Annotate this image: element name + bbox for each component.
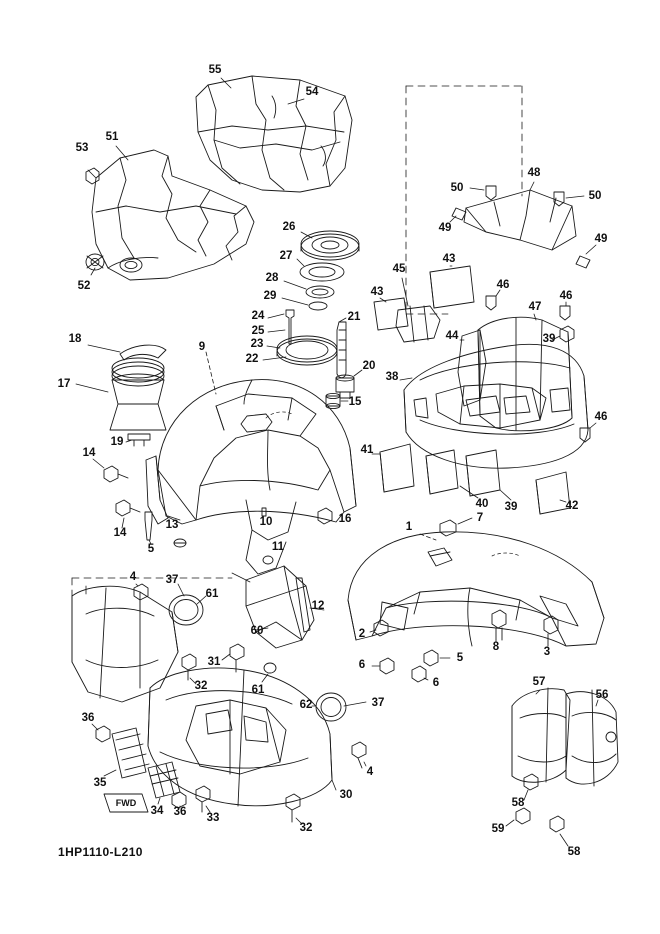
callout-number: 27 [279, 250, 293, 262]
fastener-16 [318, 508, 332, 524]
callout-number: 57 [532, 676, 546, 688]
callout-number: 45 [392, 263, 406, 275]
fastener-32a [182, 654, 196, 680]
callout-number: 44 [445, 330, 459, 342]
callout-number: 41 [360, 444, 374, 456]
fastener-59 [516, 808, 530, 824]
callout-number: 37 [371, 697, 385, 709]
fastener-8 [492, 610, 506, 640]
callout-number: 39 [542, 333, 556, 345]
callout-number: 4 [129, 571, 137, 583]
callout-number: 37 [165, 574, 179, 586]
part-bracket-44 [458, 330, 486, 406]
callout-number: 20 [362, 360, 376, 372]
callout-number: 52 [77, 280, 91, 292]
callout-number: 50 [450, 182, 464, 194]
callout-number: 53 [75, 142, 89, 154]
fastener-6a [380, 658, 394, 674]
callout-number: 56 [595, 689, 609, 701]
callout-number: 23 [250, 338, 264, 350]
callout-number: 15 [348, 396, 362, 408]
fastener-32b [286, 794, 300, 822]
fastener-6b [412, 666, 426, 682]
callout-number: 24 [251, 310, 265, 322]
callout-number: 33 [206, 812, 220, 824]
callout-number: 28 [265, 272, 279, 284]
callout-number: 49 [438, 222, 452, 234]
part-screen-35 [112, 728, 149, 778]
part-bracket-13 [146, 456, 168, 524]
callout-number: 42 [565, 500, 579, 512]
fastener-7 [440, 520, 456, 536]
callout-number: 47 [528, 301, 542, 313]
callout-number: 48 [527, 167, 541, 179]
fastener-10 [262, 508, 266, 516]
part-bracket-45 [396, 306, 440, 342]
callout-number: 54 [305, 86, 319, 98]
callout-number: 7 [476, 512, 484, 524]
part-mudguard-57 [512, 688, 570, 782]
part-pad-39b [466, 450, 500, 496]
callout-number: 31 [207, 656, 221, 668]
callout-number: 58 [567, 846, 581, 858]
part-lower-left-guard [72, 586, 178, 702]
part-plate-43a [430, 266, 474, 308]
part-bracket-47 [478, 317, 572, 431]
callout-number: 36 [173, 806, 187, 818]
callout-number: 14 [82, 447, 96, 459]
callout-number: 2 [358, 628, 366, 640]
callout-number: 3 [543, 646, 551, 658]
fastener-49b [576, 256, 590, 268]
fastener-61b [264, 663, 276, 673]
callout-number: 13 [165, 519, 179, 531]
callout-number: 46 [496, 279, 510, 291]
part-front-center-cover [196, 76, 352, 192]
fastener-39a [560, 326, 574, 342]
part-front-left-panel [92, 150, 254, 280]
callout-number: 61 [205, 588, 219, 600]
part-plate-43b [374, 298, 408, 330]
callout-number: 32 [299, 822, 313, 834]
fastener-4a [134, 584, 148, 612]
fastener-11 [263, 556, 273, 564]
callout-number: 6 [432, 677, 440, 689]
fastener-46b [560, 306, 570, 320]
part-mudguard-56 [566, 690, 618, 786]
part-top-bracket-48 [464, 190, 576, 250]
callout-number: 35 [93, 777, 107, 789]
callout-number: 11 [271, 541, 285, 553]
callout-number: 43 [370, 286, 384, 298]
callout-number: 22 [245, 353, 259, 365]
callout-number: 46 [559, 290, 573, 302]
callout-number: 9 [198, 341, 206, 353]
fastener-13b [174, 539, 186, 547]
fastener-14a [104, 466, 128, 482]
callout-number: 62 [299, 699, 313, 711]
part-cap-oring-29 [309, 302, 327, 310]
callout-number: 16 [338, 513, 352, 525]
part-rod-12 [296, 578, 310, 632]
part-ring-23 [277, 336, 337, 365]
part-tube-21 [337, 322, 346, 378]
callout-number: 14 [113, 527, 127, 539]
part-rear-fender-1 [348, 532, 604, 646]
callout-number: 26 [282, 221, 296, 233]
callout-number: 5 [456, 652, 464, 664]
callout-number: 51 [105, 131, 119, 143]
callout-number: 6 [358, 659, 366, 671]
fastener-31 [230, 644, 244, 672]
fastener-4b [352, 742, 366, 768]
fastener-33 [196, 786, 210, 812]
diagram-code-label: 1HP1110-L210 [58, 845, 143, 859]
callout-number: 34 [150, 805, 164, 817]
callout-number: 19 [110, 436, 124, 448]
fastener-14b [116, 500, 140, 516]
callout-number: 60 [250, 625, 264, 637]
callout-number: 39 [504, 501, 518, 513]
part-lower-center-guard-30 [148, 668, 332, 806]
part-front-fender-9 [158, 380, 356, 574]
callout-number: 4 [366, 766, 374, 778]
fastener-5a [145, 512, 152, 540]
part-ring-37b [316, 693, 346, 721]
part-ring-37a [169, 595, 203, 625]
callout-number: 1 [405, 521, 413, 533]
callout-number: 18 [68, 333, 82, 345]
callout-number: 10 [259, 516, 273, 528]
part-cap-gasket-27 [300, 263, 344, 281]
callout-number: 40 [475, 498, 489, 510]
part-cap-ring-28 [306, 286, 334, 298]
callout-number: 21 [347, 311, 361, 323]
fastener-36a [96, 726, 110, 742]
callout-number: 38 [385, 371, 399, 383]
part-mesh-34 [148, 762, 180, 798]
callout-number: 5 [147, 543, 155, 555]
callout-number: 30 [339, 789, 353, 801]
callout-number: 29 [263, 290, 277, 302]
callout-number: 8 [492, 641, 500, 653]
callout-number: 58 [511, 797, 525, 809]
callout-number: 49 [594, 233, 608, 245]
callout-number: 59 [491, 823, 505, 835]
callout-number: 43 [442, 253, 456, 265]
callout-number: 32 [194, 680, 208, 692]
fastener-58b [550, 816, 564, 832]
callout-number: 36 [81, 712, 95, 724]
callout-number: 61 [251, 684, 265, 696]
part-pad-41 [380, 444, 414, 492]
callout-number: 12 [311, 600, 325, 612]
callout-number: 46 [594, 411, 608, 423]
part-pad-40 [426, 450, 458, 494]
callout-number: 25 [251, 325, 265, 337]
part-fuel-cap [301, 231, 359, 260]
fastener-50a [486, 186, 496, 200]
fwd-direction-label: FWD [115, 798, 137, 808]
callout-number: 50 [588, 190, 602, 202]
callout-number: 17 [57, 378, 71, 390]
callout-number: 55 [208, 64, 222, 76]
fastener-5b [424, 650, 438, 666]
fastener-46a [486, 296, 496, 310]
